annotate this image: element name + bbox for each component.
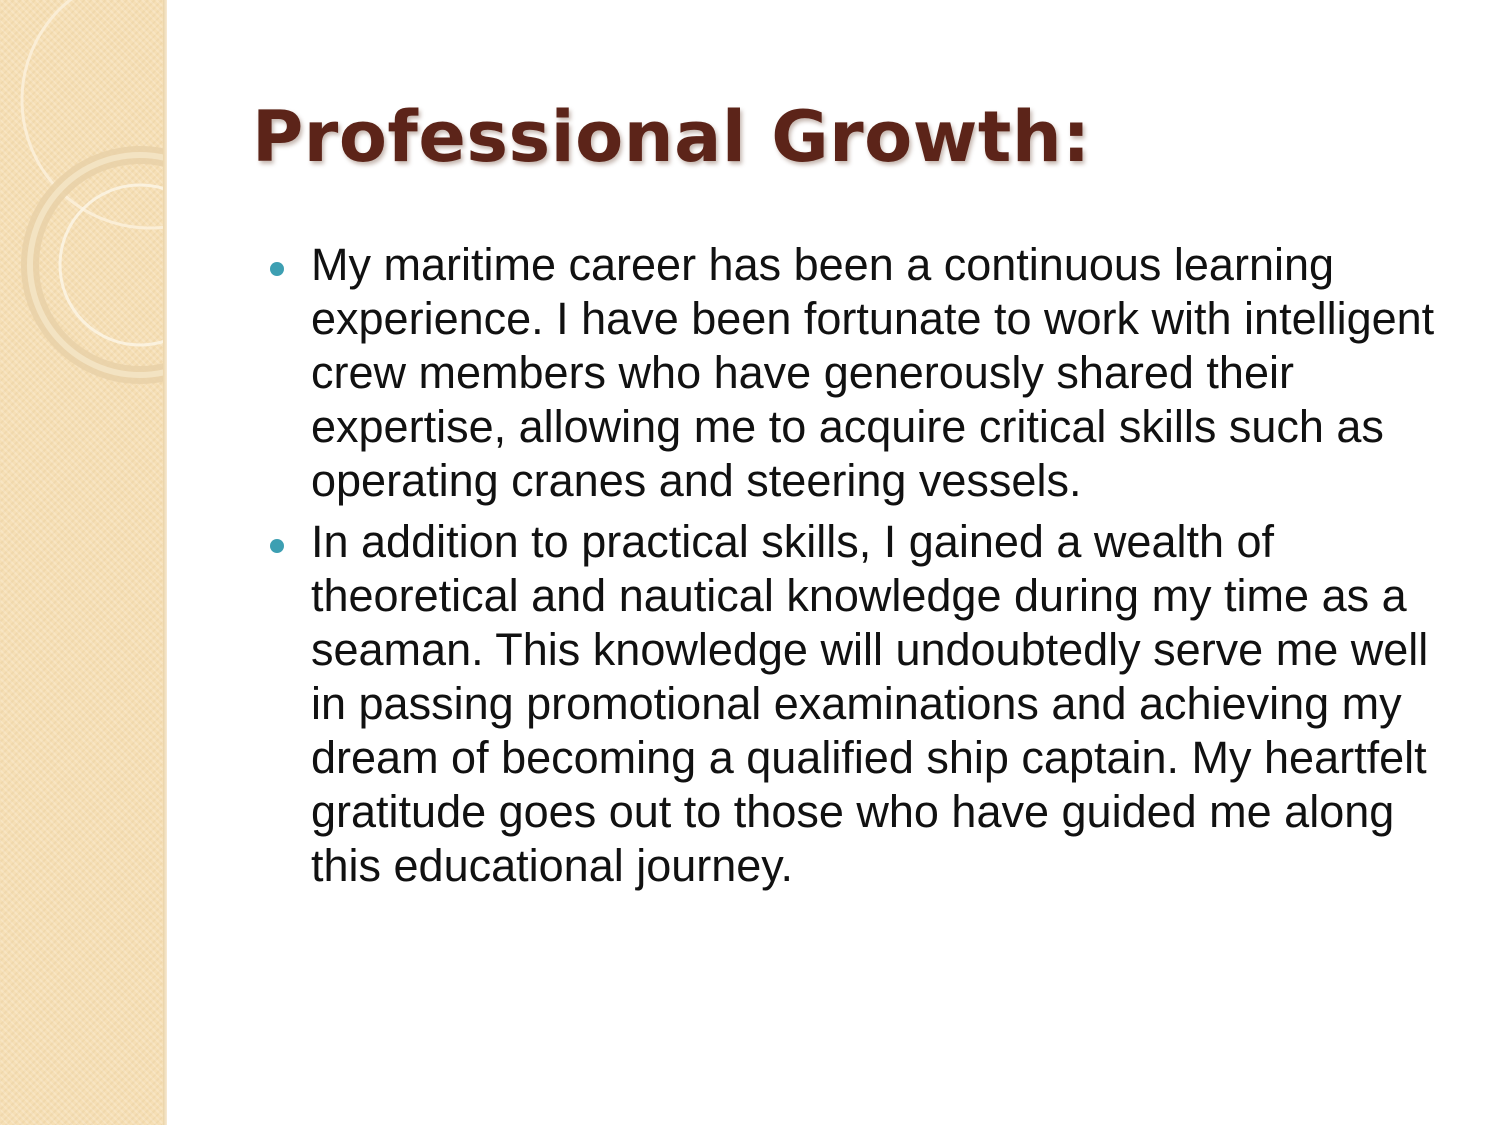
bullet-item [270,515,1470,893]
bullet-dot-icon [270,262,284,276]
bullet-text: My maritime career has been a continuous learning experience. I have been fortunate to work with intelligent crew members who have generously shared their expertise, allowing me to acquire critical skills such as operating cranes and steering vessels. [311,239,1435,506]
decorative-side-panel [0,0,163,1125]
bullet-item [270,238,1470,508]
side-panel-edge [163,0,167,1125]
slide-title: Professional Growth: [252,96,1091,178]
bullet-list [270,238,1470,900]
bullet-dot-icon [270,539,284,553]
decorative-rings [0,0,163,1125]
bullet-text: In addition to practical skills, I gained a wealth of theoretical and nautical knowledge during my time as a seaman. This knowledge will undoubtedly serve me well in passing promotional examinations and achieving my dream of becoming a qualified ship captain. My heartfelt gratitude goes out to those who have guided me along this educational journey. [311,516,1429,891]
